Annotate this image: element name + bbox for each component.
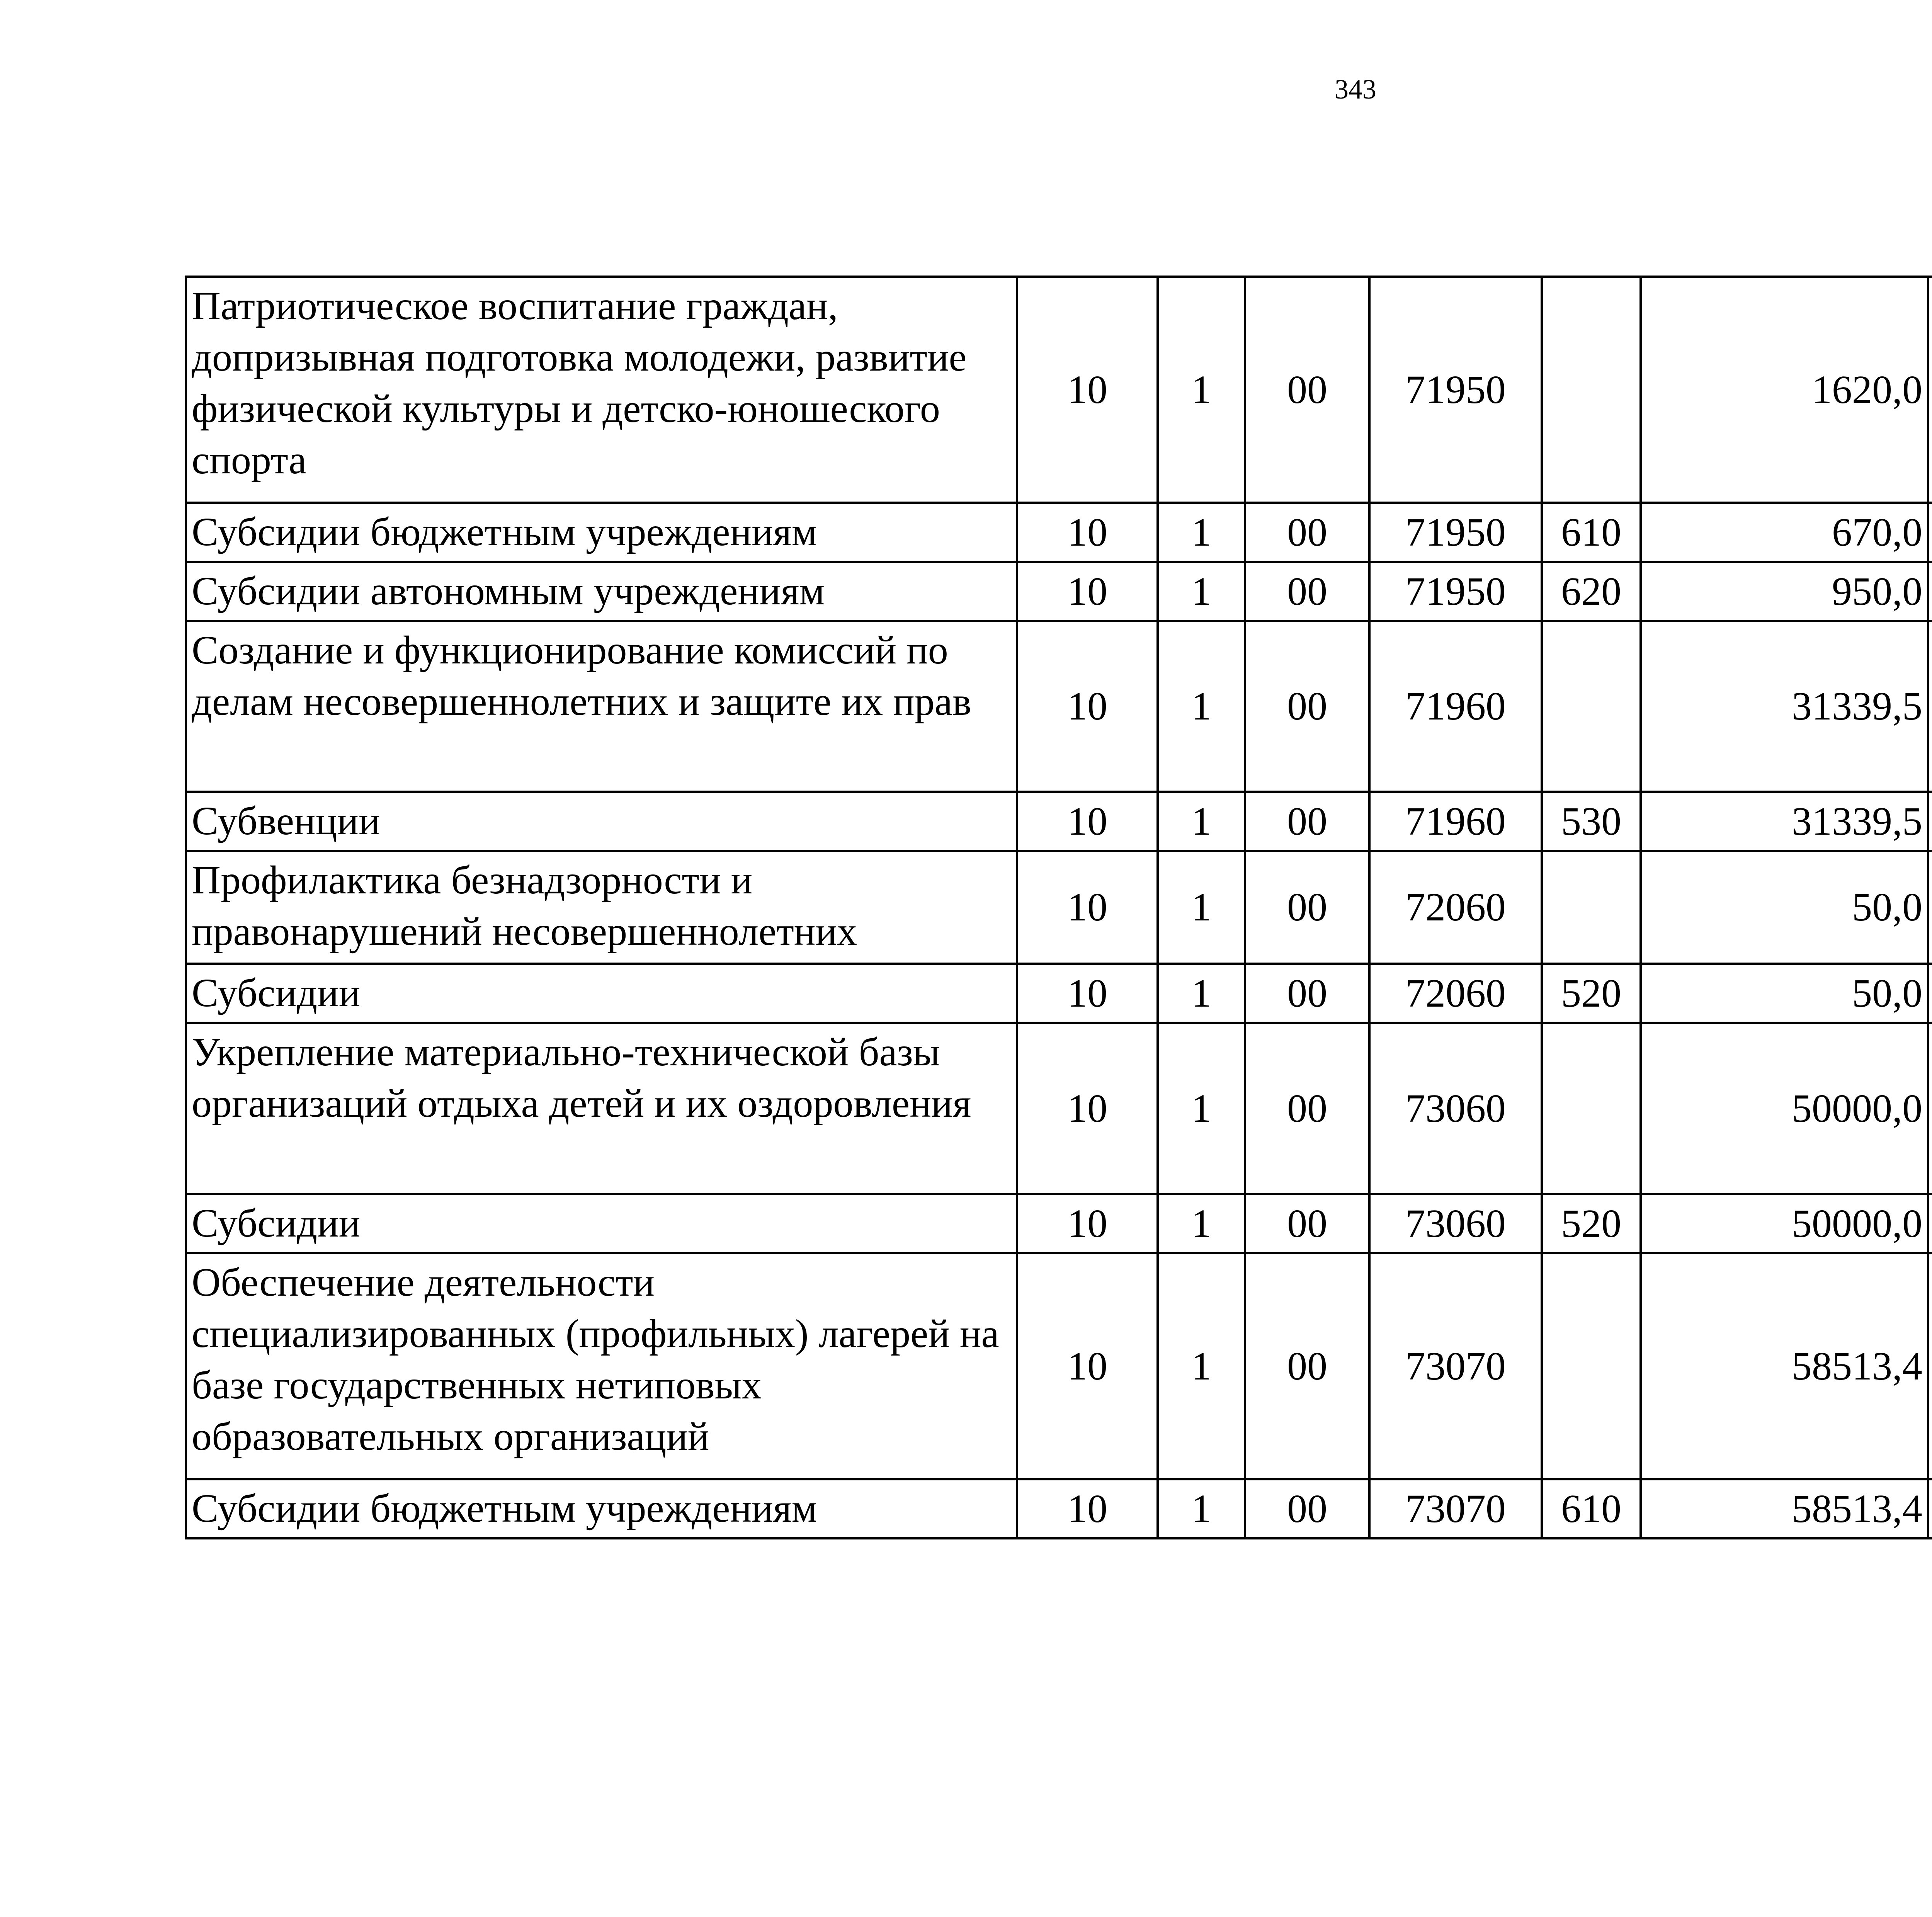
program-cell: 00: [1245, 1023, 1369, 1194]
amount-cell-1: 58513,4: [1641, 1253, 1928, 1479]
page-number: 343: [1335, 74, 1376, 105]
amount-cell-1: 670,0: [1641, 503, 1928, 562]
direction-cell: 73060: [1369, 1023, 1542, 1194]
subsection-cell: 1: [1158, 621, 1245, 792]
program-cell: 00: [1245, 964, 1369, 1023]
table-row: [186, 277, 1932, 503]
amount-cell-2: [1928, 964, 1932, 1023]
row-name-cell: Субвенции: [186, 792, 1017, 851]
amount-cell-2: [1928, 277, 1932, 503]
table-row: [186, 621, 1932, 792]
amount-cell-2: [1928, 621, 1932, 792]
subsection-cell: 1: [1158, 1194, 1245, 1253]
amount-cell-2: [1928, 1479, 1932, 1538]
amount-cell-2: [1928, 1253, 1932, 1479]
expense-type-cell: [1542, 851, 1641, 964]
amount-cell-2: [1928, 1194, 1932, 1253]
row-name-cell: Патриотическое воспитание граждан, допризывная подготовка молодежи, развитие физической культуры и детско-юношеского спорта: [186, 277, 1017, 503]
subsection-cell: 1: [1158, 277, 1245, 503]
amount-cell-2: [1928, 562, 1932, 621]
table-row: [186, 792, 1932, 851]
section-cell: 10: [1017, 503, 1158, 562]
table-row: [186, 1194, 1932, 1253]
table-row: [186, 964, 1932, 1023]
program-cell: 00: [1245, 1253, 1369, 1479]
section-cell: 10: [1017, 1253, 1158, 1479]
direction-cell: 71950: [1369, 277, 1542, 503]
row-name-cell: Профилактика безнадзорности и правонарушений несовершеннолетних: [186, 851, 1017, 964]
direction-cell: 71950: [1369, 562, 1542, 621]
table-row: [186, 562, 1932, 621]
expense-type-cell: [1542, 1023, 1641, 1194]
expense-type-cell: [1542, 1253, 1641, 1479]
table-row: [186, 851, 1932, 964]
row-name-cell: Субсидии автономным учреждениям: [186, 562, 1017, 621]
section-cell: 10: [1017, 562, 1158, 621]
expense-type-cell: 620: [1542, 562, 1641, 621]
direction-cell: 71960: [1369, 792, 1542, 851]
amount-cell-2: [1928, 792, 1932, 851]
direction-cell: 73070: [1369, 1253, 1542, 1479]
program-cell: 00: [1245, 562, 1369, 621]
direction-cell: 73070: [1369, 1479, 1542, 1538]
direction-cell: 72060: [1369, 964, 1542, 1023]
amount-cell-1: 50,0: [1641, 851, 1928, 964]
row-name-cell: Субсидии: [186, 964, 1017, 1023]
amount-cell-1: 1620,0: [1641, 277, 1928, 503]
section-cell: 10: [1017, 964, 1158, 1023]
table-row: [186, 1479, 1932, 1538]
amount-cell-2: [1928, 1023, 1932, 1194]
row-name-cell: Создание и функционирование комиссий по делам несовершеннолетних и защите их прав: [186, 621, 1017, 792]
program-cell: 00: [1245, 851, 1369, 964]
table-row: [186, 1023, 1932, 1194]
direction-cell: 71950: [1369, 503, 1542, 562]
program-cell: 00: [1245, 1479, 1369, 1538]
program-cell: 00: [1245, 792, 1369, 851]
row-name-cell: Субсидии бюджетным учреждениям: [186, 503, 1017, 562]
subsection-cell: 1: [1158, 562, 1245, 621]
amount-cell-2: [1928, 503, 1932, 562]
amount-cell-1: 31339,5: [1641, 792, 1928, 851]
expense-type-cell: 530: [1542, 792, 1641, 851]
amount-cell-1: 50000,0: [1641, 1194, 1928, 1253]
subsection-cell: 1: [1158, 503, 1245, 562]
section-cell: 10: [1017, 851, 1158, 964]
expense-type-cell: 520: [1542, 1194, 1641, 1253]
budget-table: [185, 276, 1932, 1539]
row-name-cell: Субсидии бюджетным учреждениям: [186, 1479, 1017, 1538]
section-cell: 10: [1017, 1479, 1158, 1538]
amount-cell-1: 50,0: [1641, 964, 1928, 1023]
section-cell: 10: [1017, 621, 1158, 792]
section-cell: 10: [1017, 792, 1158, 851]
amount-cell-2: [1928, 851, 1932, 964]
row-name-cell: Обеспечение деятельности специализированных (профильных) лагерей на базе государственных нетиповых образовательных организаций: [186, 1253, 1017, 1479]
expense-type-cell: 520: [1542, 964, 1641, 1023]
subsection-cell: 1: [1158, 1023, 1245, 1194]
expense-type-cell: 610: [1542, 503, 1641, 562]
row-name-cell: Субсидии: [186, 1194, 1017, 1253]
subsection-cell: 1: [1158, 964, 1245, 1023]
direction-cell: 73060: [1369, 1194, 1542, 1253]
amount-cell-1: 950,0: [1641, 562, 1928, 621]
program-cell: 00: [1245, 277, 1369, 503]
section-cell: 10: [1017, 1023, 1158, 1194]
section-cell: 10: [1017, 1194, 1158, 1253]
expense-type-cell: [1542, 277, 1641, 503]
section-cell: 10: [1017, 277, 1158, 503]
direction-cell: 72060: [1369, 851, 1542, 964]
subsection-cell: 1: [1158, 851, 1245, 964]
program-cell: 00: [1245, 621, 1369, 792]
expense-type-cell: [1542, 621, 1641, 792]
program-cell: 00: [1245, 503, 1369, 562]
table-row: [186, 503, 1932, 562]
subsection-cell: 1: [1158, 792, 1245, 851]
amount-cell-1: 50000,0: [1641, 1023, 1928, 1194]
table-row: [186, 1253, 1932, 1479]
row-name-cell: Укрепление материально-технической базы организаций отдыха детей и их оздоровления: [186, 1023, 1017, 1194]
direction-cell: 71960: [1369, 621, 1542, 792]
amount-cell-1: 58513,4: [1641, 1479, 1928, 1538]
subsection-cell: 1: [1158, 1479, 1245, 1538]
amount-cell-1: 31339,5: [1641, 621, 1928, 792]
expense-type-cell: 610: [1542, 1479, 1641, 1538]
program-cell: 00: [1245, 1194, 1369, 1253]
subsection-cell: 1: [1158, 1253, 1245, 1479]
